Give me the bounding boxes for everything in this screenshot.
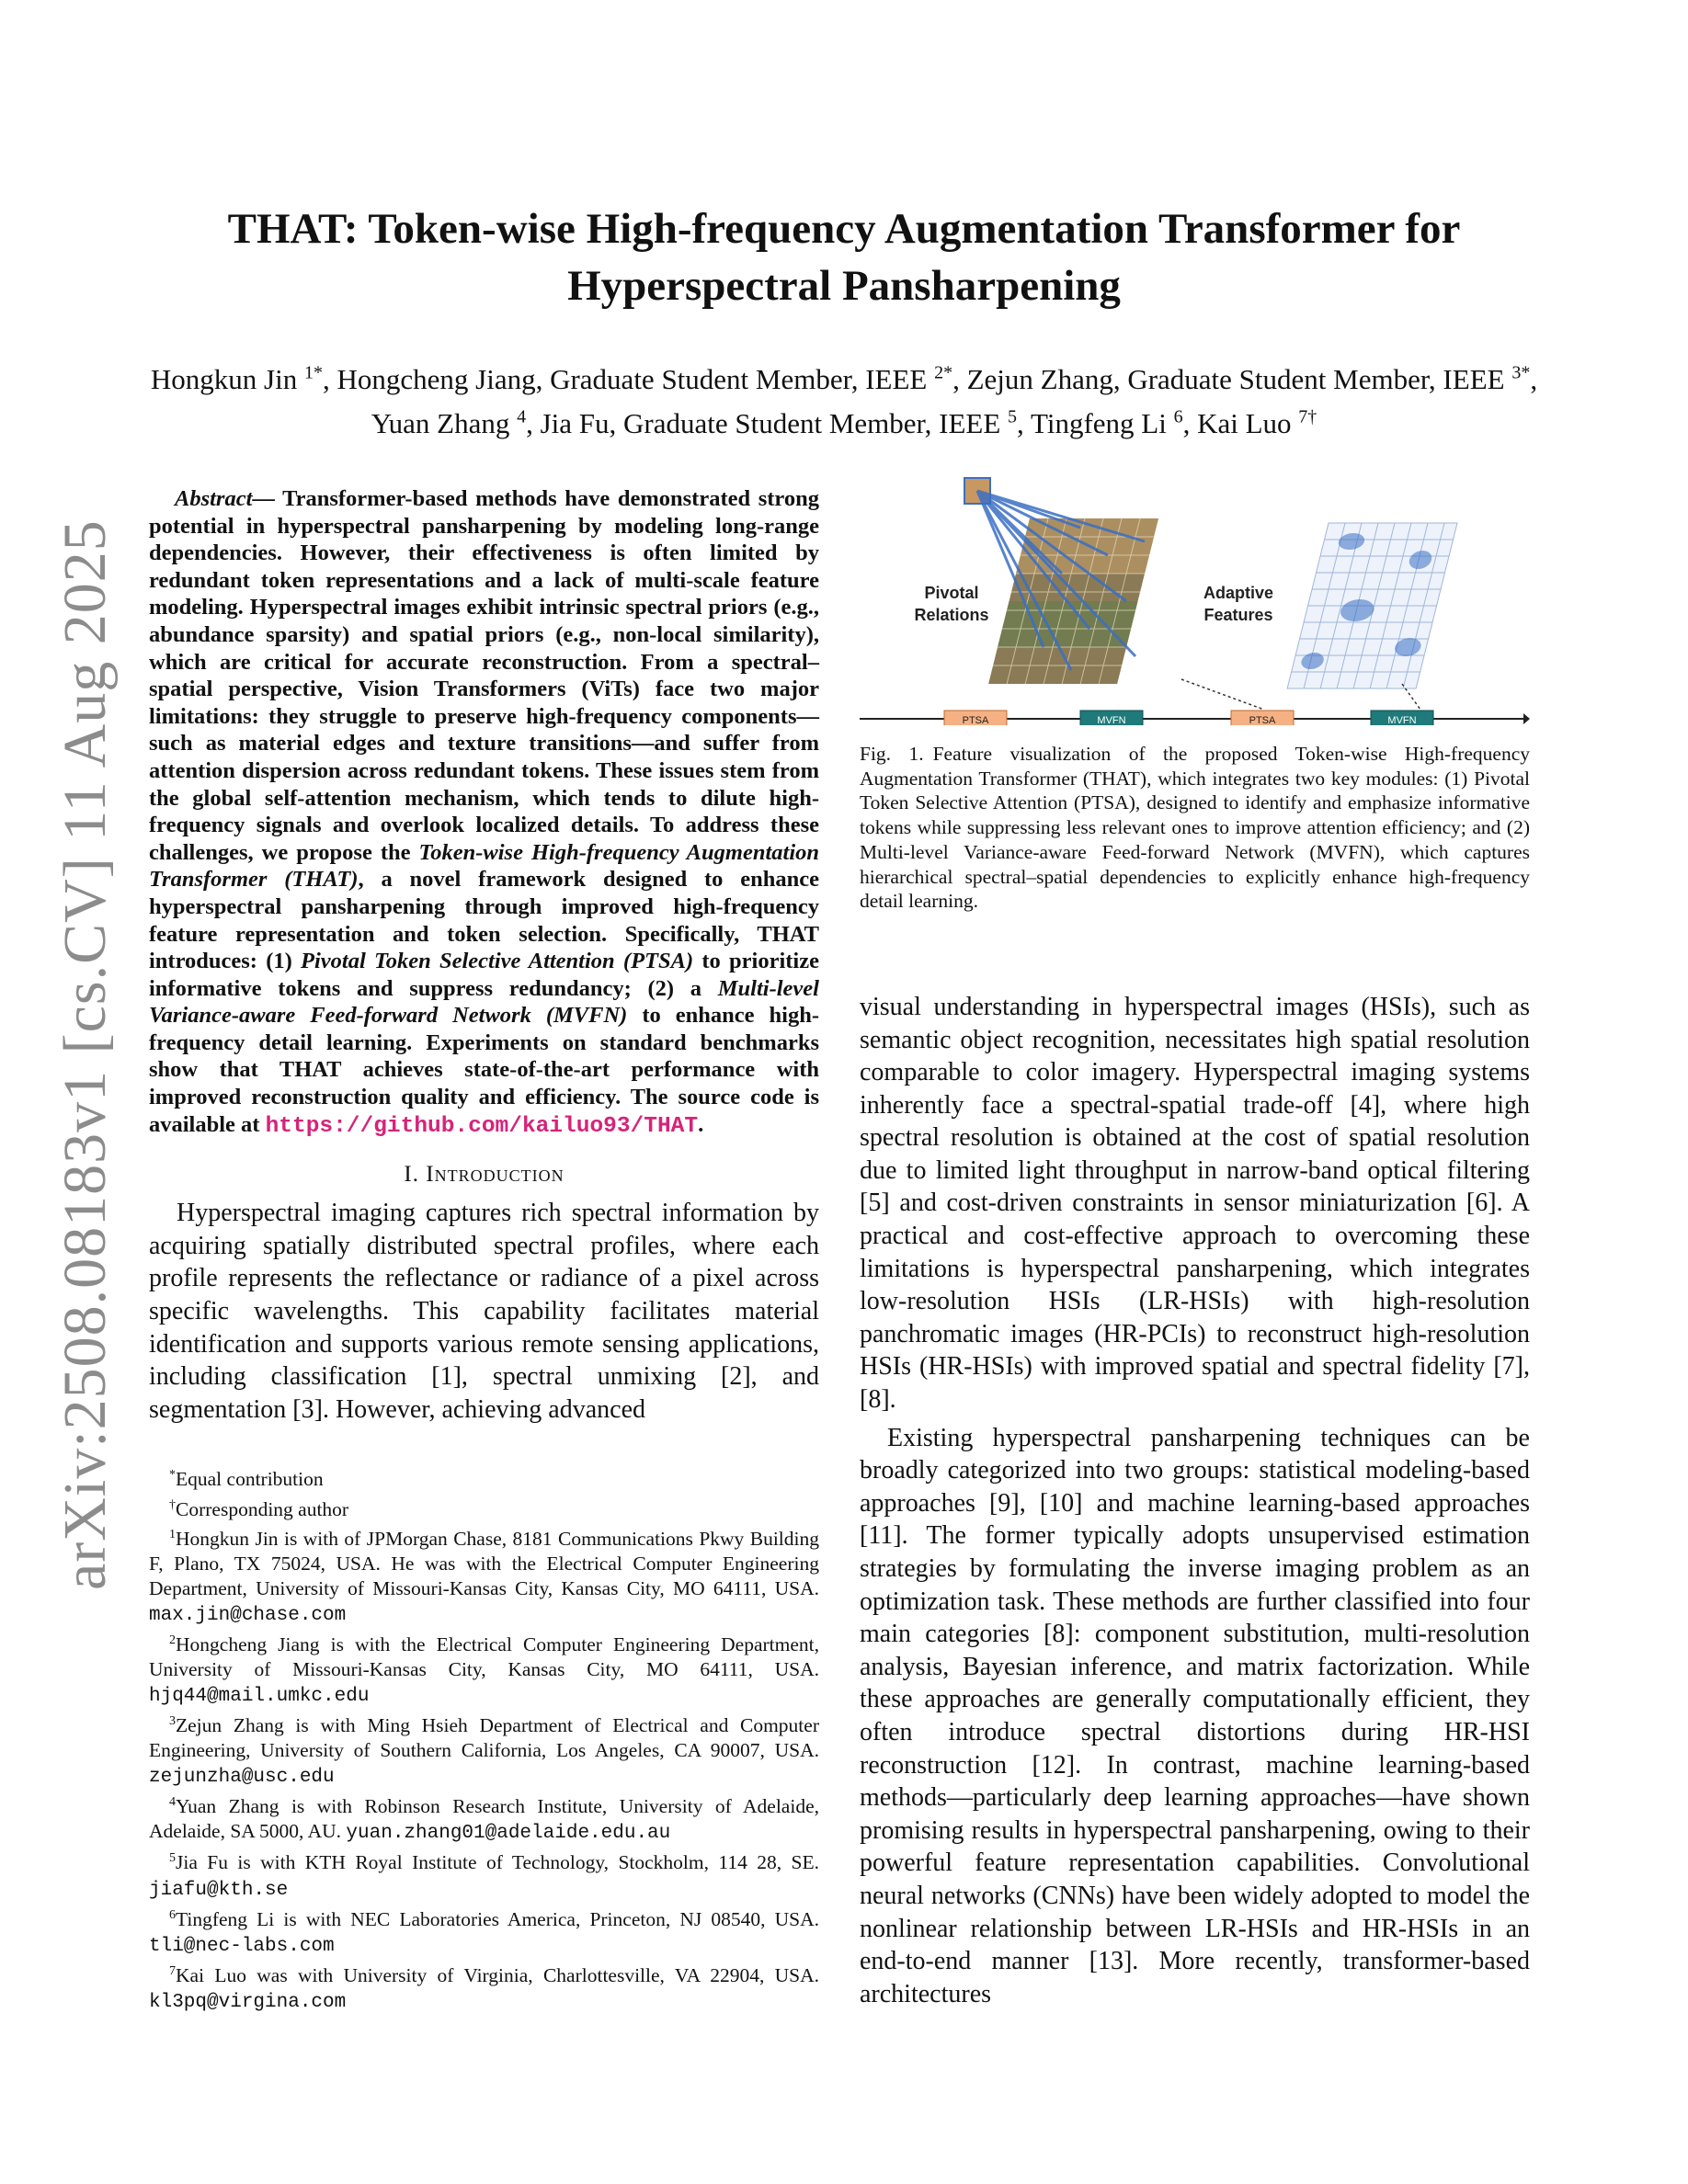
block-label: MVFN <box>1387 715 1417 725</box>
author-list <box>147 355 1541 442</box>
footnote: $^5$Jia Fu is with KTH Royal Institute of Technology, Stockholm, 114 28, SE. jiafu@kth.se <box>149 1851 819 1901</box>
author-email[interactable]: jiafu@kth.se <box>149 1879 289 1901</box>
title-line-1: THAT: Token-wise High-frequency Augmentation Transformer for <box>227 205 1461 253</box>
author: Hongcheng Jiang, Graduate Student Member, IEEE $^{2*}$, <box>336 363 967 396</box>
label-relations: Relations <box>914 606 989 624</box>
author: Hongkun Jin $^{1*}$, <box>150 363 337 396</box>
intro-paragraph-1: Hyperspectral imaging captures rich spectral information by acquiring spatially distributed spectral profiles, where each profile represents the reflectance or radiance of a pixel across specific wavelengths. This capability facilitates material identification and supports various remote sensing applications, including classification [1], spectral unmixing [2], and segmentation [3]. However, achieving advanced <box>149 1199 819 1424</box>
author: Zejun Zhang, Graduate Student Member, IEEE $^{3*}$, <box>966 363 1538 396</box>
title-line-2: Hyperspectral Pansharpening <box>567 262 1121 310</box>
author: Tingfeng Li $^6$, <box>1030 406 1198 439</box>
source-code-link[interactable]: https://github.com/kailuo93/THAT <box>265 1113 699 1139</box>
footnote: $^7$Kai Luo was with University of Virginia, Charlottesville, VA 22904, USA. kl3pq@virgina.com <box>149 1963 819 2013</box>
arxiv-identifier: arXiv:2508.08183v1 [cs.CV] 11 Aug 2025 <box>51 519 119 1590</box>
author: Jia Fu, Graduate Student Member, IEEE $^5$, <box>540 406 1031 439</box>
paper-title <box>147 200 1541 314</box>
author-email[interactable]: tli@nec-labs.com <box>149 1935 335 1957</box>
figure-label: Fig. 1. <box>860 743 924 765</box>
label-adaptive: Adaptive <box>1203 584 1274 602</box>
footnotes <box>149 1462 819 2014</box>
author: Yuan Zhang $^4$, <box>371 406 541 439</box>
footnote: †Corresponding author <box>169 1497 349 1520</box>
author-email[interactable]: max.jin@chase.com <box>149 1604 347 1626</box>
author-email[interactable]: hjq44@mail.umkc.edu <box>149 1686 370 1708</box>
connector-ptsa <box>1181 679 1264 710</box>
footnote: *Equal contribution <box>169 1468 324 1491</box>
label-features: Features <box>1203 606 1273 624</box>
footnote: $^2$Hongcheng Jiang is with the Electrical Computer Engineering Department, University of Missouri-Kansas City, Kansas City, MO 64111, USA. hjq44@mail.umkc.edu <box>149 1632 819 1708</box>
author: Kai Luo $^{7\dagger}$ <box>1197 406 1317 439</box>
block-label: PTSA <box>1249 715 1276 725</box>
author-email[interactable]: zejunzha@usc.edu <box>149 1767 335 1789</box>
footnote: $^1$Hongkun Jin is with of JPMorgan Chase, 8181 Communications Pkwy Building F, Plano, TX 75024, USA. He was with the Electrical Computer Engineering Department, University of Missouri-Kansas City, Kansas City, MO 64111, USA. max.jin@chase.com <box>149 1527 819 1626</box>
figure-1-caption: Fig. 1. Feature visualization of the proposed Token-wise High-frequency Augmentation Transformer (THAT), which integrates two key modules: (1) Pivotal Token Selective Attention (PTSA), designed to identify and emphasize informative tokens while suppressing less relevant ones to improve attention efficiency; and (2) Multi-level Variance-aware Feed-forward Network (MVFN), which captures hierarchical spectral–spatial dependencies to explicitly enhance high-frequency detail learning. <box>860 743 1530 913</box>
pivotal-image <box>988 518 1158 684</box>
abstract: Abstract— Transformer-based methods have demonstrated strong potential in hyperspectral pansharpening by modeling long-range dependencies. However, their effectiveness is often limited by redundant token representations and a lack of multi-scale feature modeling. Hyperspectral images exhibit intrinsic spectral priors (e.g., abundance sparsity) and spatial priors (e.g., non-local similarity), which are critical for accurate reconstruction. From a spectral–spatial perspective, Vision Transformers (ViTs) face two major limitations: they struggle to preserve high-frequency components—such as material edges and texture transitions—and suffer from attention dispersion across redundant tokens. These issues stem from the global self-attention mechanism, which tends to dilute high-frequency signals and overlook localized details. To address these challenges, we propose the Token-wise High-frequency Augmentation Transformer (THAT), a novel framework designed to enhance hyperspectral pansharpening through improved high-frequency feature representation and token selection. Specifically, THAT introduces: (1) Pivotal Token Selective Attention (PTSA) to prioritize informative tokens and suppress redundancy; (2) a Multi-level Variance-aware Feed-forward Network (MVFN) to enhance high-frequency detail learning. Experiments on standard benchmarks show that THAT achieves state-of-the-art performance with improved reconstruction quality and efficiency. The source code is available at https://github.com/kailuo93/THAT. <box>149 486 819 1139</box>
label-pivotal: Pivotal <box>924 584 979 602</box>
block-label: PTSA <box>962 715 989 725</box>
right-column <box>860 472 1530 2010</box>
intro-paragraph-1-continued: visual understanding in hyperspectral images (HSIs), such as semantic object recognition, necessitates high spatial resolution comparable to color imagery. Hyperspectral imaging systems inherently face a spectral-spatial trade-off [4], where high spectral resolution is obtained at the cost of spatial resolution due to limited light throughput in narrow-band optical filtering [5] and cost-driven constraints in sensor miniaturization [6]. A practical and cost-effective approach to overcoming these limitations is hyperspectral pansharpening, which integrates low-resolution HSIs (LR-HSIs) with high-resolution panchromatic images (HR-PCIs) to reconstruct high-resolution HSIs (HR-HSIs) with improved spatial and spectral fidelity [7], [8]. <box>860 992 1530 1415</box>
block-label: MVFN <box>1097 715 1126 725</box>
footnote: $^6$Tingfeng Li is with NEC Laboratories America, Princeton, NJ 08540, USA. tli@nec-labs.com <box>149 1907 819 1957</box>
section-heading-introduction: I. Introduction <box>404 1162 565 1188</box>
intro-paragraph-2: Existing hyperspectral pansharpening techniques can be broadly categorized into two groups: statistical modeling-based approaches [9], [10] and machine learning-based approaches [11]. The former typically adopts unsupervised estimation strategies by formulating the inverse imaging problem as an optimization task. These methods are further classified into four main categories [8]: component substitution, multi-resolution analysis, Bayesian inference, and matrix factorization. While these approaches are generally computationally efficient, they often introduce spectral distortions during HR-HSI reconstruction [12]. In contrast, machine learning-based methods—particularly deep learning approaches—have shown promising results in hyperspectral pansharpening, owing to their powerful feature representation capabilities. Convolutional neural networks (CNNs) have been widely adopted to model the nonlinear relationship between LR-HSIs and HR-HSIs in an end-to-end manner [13]. More recently, transformer-based architectures <box>860 1423 1530 2008</box>
left-column <box>149 485 819 2015</box>
figure-1-illustration <box>860 472 1530 725</box>
adaptive-features-grid <box>1287 523 1457 688</box>
figure-1 <box>860 472 1530 725</box>
author-email[interactable]: kl3pq@virgina.com <box>149 1991 347 2013</box>
abstract-label: Abstract <box>175 486 253 511</box>
footnote: $^3$Zejun Zhang is with Ming Hsieh Department of Electrical and Computer Engineering, University of Southern California, Los Angeles, CA 90007, USA. zejunzha@usc.edu <box>149 1714 819 1789</box>
author-email[interactable]: yuan.zhang01@adelaide.edu.au <box>346 1823 671 1845</box>
intro-continued <box>860 991 1530 2010</box>
footnote: $^4$Yuan Zhang is with Robinson Research Institute, University of Adelaide, Adelaide, SA 5000, AU. yuan.zhang01@adelaide.edu.au <box>149 1795 819 1845</box>
